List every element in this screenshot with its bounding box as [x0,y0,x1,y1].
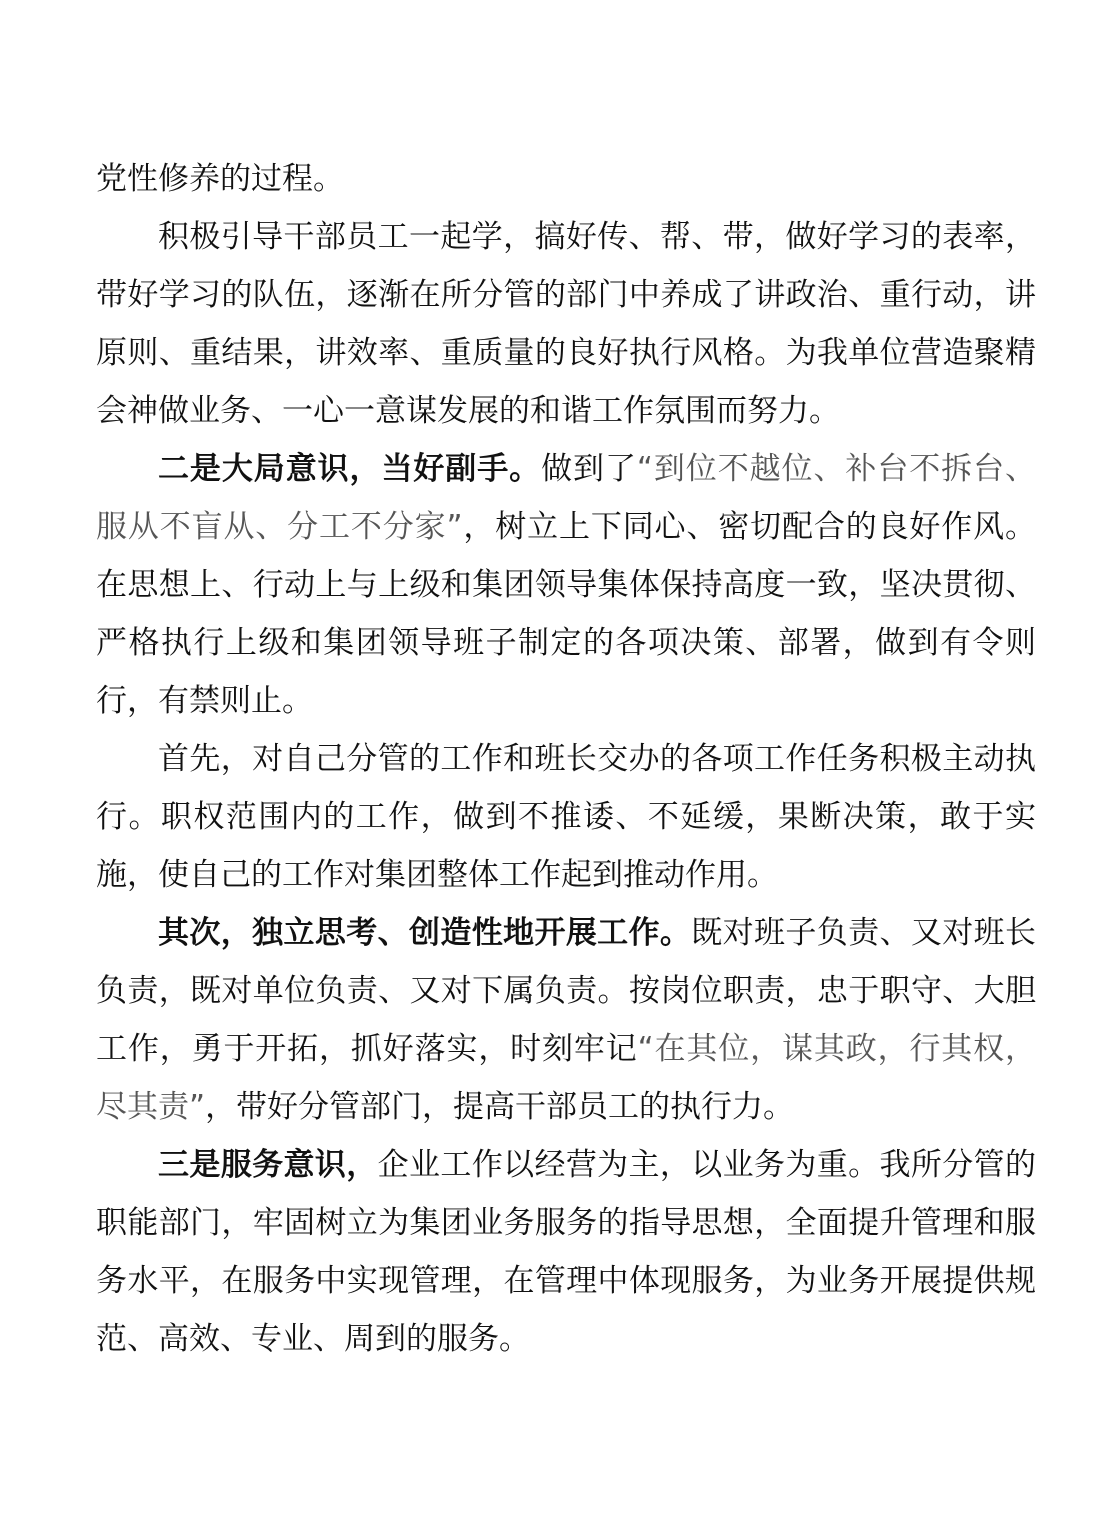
paragraph-first [96,730,1036,904]
paragraph-lead-heading: 二是大局意识，当好副手。 [158,451,542,487]
document-page [96,150,1036,1368]
paragraph-quote: “到位不越位、补台不拆台、服从不盲从、分工不分家” [96,451,1037,545]
paragraph-text: 积极引导干部员工一起学，搞好传、帮、带，做好学习的表率，带好学习的队伍，逐渐在所分管的部门中养成了讲政治、重行动，讲原则、重结果，讲效率、重质量的良好执行风格。为我单位营造聚精会神做业务、一心一意谋发展的和谐工作氛围而努力。 [96,219,1036,429]
paragraph-text: 企业工作以经营为主，以业务为重。我所分管的职能部门，牢固树立为集团业务服务的指导思想，全面提升管理和服务水平，在服务中实现管理，在管理中体现服务，为业务开展提供规范、高效、专业、周到的服务。 [96,1147,1036,1357]
paragraph-study-guidance [96,208,1036,440]
paragraph-text: 党性修养的过程。 [96,161,344,197]
paragraph-service-awareness [96,1136,1036,1368]
paragraph-quote: “在其位，谋其政，行其权，尽其责” [96,1031,1037,1125]
paragraph-text-after-quote: ，树立上下同心、密切配合的良好作风。在思想上、行动上与上级和集团领导集体保持高度一致，坚决贯彻、严格执行上级和集团领导班子制定的各项决策、部署，做到有令则行，有禁则止。 [96,509,1037,719]
paragraph-text-before-quote: 做到了 [541,451,637,487]
paragraph-continuation [96,150,1036,208]
paragraph-second [96,904,1036,1136]
paragraph-text: 首先，对自己分管的工作和班长交办的各项工作任务积极主动执行。职权范围内的工作，做到不推诿、不延缓，果断决策，敢于实施，使自己的工作对集团整体工作起到推动作用。 [96,741,1036,893]
paragraph-overall-awareness [96,440,1036,730]
paragraph-lead-heading: 三是服务意识， [158,1147,378,1183]
paragraph-text-after-quote: ，带好分管部门，提高干部员工的执行力。 [205,1089,795,1125]
paragraph-lead-heading: 其次，独立思考、创造性地开展工作。 [158,915,692,951]
paragraph-text-before-quote: 既对班子负责、又对班长负责，既对单位负责、又对下属负责。按岗位职责，忠于职守、大胆工作，勇于开拓，抓好落实，时刻牢记 [96,915,1036,1067]
